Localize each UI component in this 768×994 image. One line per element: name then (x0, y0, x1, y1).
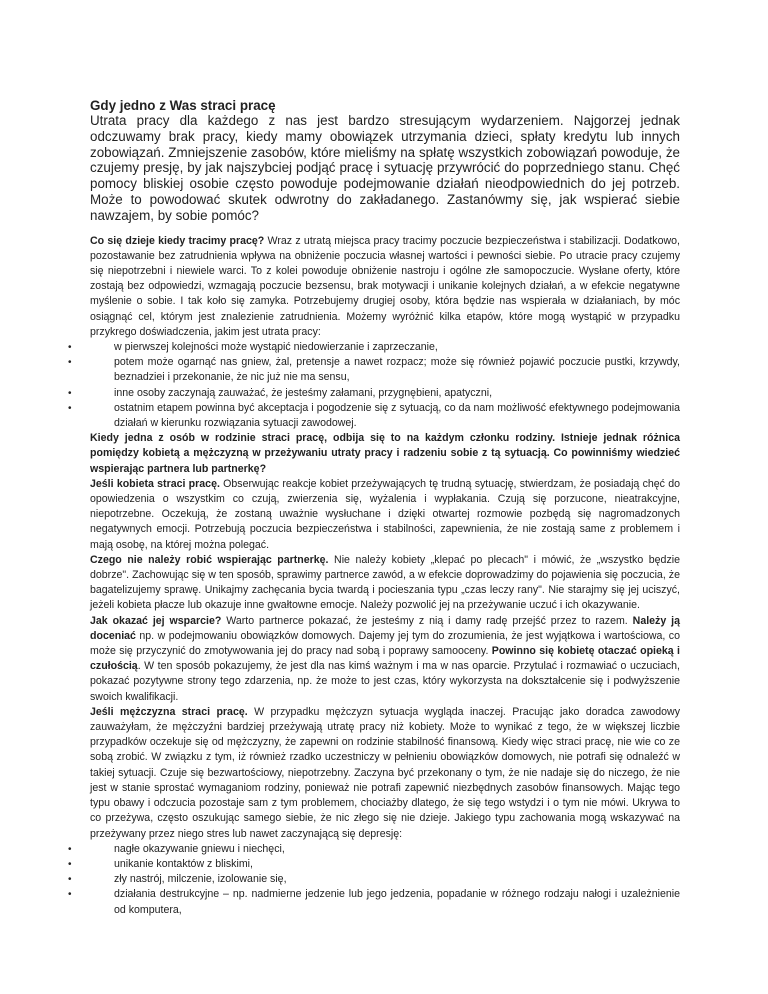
document-title: Gdy jedno z Was straci pracę (90, 98, 276, 113)
bullet-icon: • (68, 387, 72, 399)
stages-list (68, 340, 680, 431)
paragraph-lead: Co się dzieje kiedy tracimy pracę? (90, 234, 265, 247)
bullet-icon: • (68, 889, 72, 901)
bullet-icon: • (68, 342, 72, 353)
list-item: • nagłe okazywanie gniewu i niechęci, (90, 842, 680, 857)
article-body (68, 234, 680, 918)
paragraph-lead: Jeśli mężczyzna straci pracę. (90, 705, 248, 718)
paragraph-text: Obserwując reakcje kobiet przeżywających tę trudną sytuację, stwierdzam, że posiadają chęć do opowiedzenia o wszystkim co czują, zwierzenia się, wyżalenia i wypłakania. Czują się porzucone, nieatrakcyjne, niepotrzebne. Oczekują, że zostaną uważnie wysłuchane i dzięki otwartej rozmowie pozbędą się nagromadzonych negatywnych emocji. Potrzebują poczucia bezpieczeństwa i stabilności, zapewnienia, że nie zostają same z problemem i mają osobę, na której można polegać. (90, 477, 680, 551)
bullet-icon: • (68, 858, 72, 870)
paragraph-family: Kiedy jedna z osób w rodzinie straci pracę, odbija się to na każdym członku rodziny. Istnieje jednak różnica pomiędzy kobietą a mężczyzną w przeżywaniu utraty pracy i radzeniu sobie z tą sytuacją. Co powinniśmy wiedzieć wspierając partnera lub partnerkę? (90, 432, 680, 475)
document-page (68, 98, 680, 918)
paragraph-what-not-to-do (90, 553, 680, 614)
paragraph-man-loses-job (90, 705, 680, 842)
paragraph-text: Nie należy kobiety „klepać po plecach" i mówić, że „wszystko będzie dobrze". Zachowując się w ten sposób, sprawimy partnerce zawód, a w efekcie doprowadzimy do pojawienia się poczucia, że bagatelizujemy sprawę. Unikajmy zachęcania bycia twardą i pocieszania typu „czas leczy rany". Nie starajmy się jej uciszyć, jeżeli kobieta płacze lub okazuje inne gwałtowne emocje. Należy pozwolić jej na przeżywanie uczuć i ich okazywanie. (90, 553, 680, 612)
paragraph-what-happens (90, 234, 680, 340)
list-item: • unikanie kontaktów z bliskimi, (90, 857, 680, 872)
paragraph-lead: Jeśli kobieta straci pracę. (90, 477, 220, 490)
paragraph-text: Wraz z utratą miejsca pracy tracimy poczucie bezpieczeństwa i stabilizacji. Dodatkowo, pozostawanie bez zatrudnienia wpływa na obniżenie poczucia własnej wartości i pewności siebie. Po utracie pracy czujemy się niepotrzebni i niewiele warci. To z kolei powoduje obniżenie nastroju i ogólne złe samopoczucie. Wysłane oferty, które zostają bez odpowiedzi, wzmagają poczucie bezsensu, brak motywacji i unikanie kolejnych działań, a w efekcie negatywne myślenie o sobie. I tak koło się zamyka. Potrzebujemy drugiej osoby, która będzie nas wspierała w działaniach, by móc osiągnąć cel, którym jest znalezienie zatrudnienia. Możemy wyróżnić kilka etapów, które mogą wystąpić w przypadku przykrego doświadczenia, jakim jest utrata pracy: (90, 234, 680, 338)
paragraph-woman-loses-job (90, 477, 680, 553)
bullet-icon: • (68, 357, 72, 369)
intro-paragraph: Utrata pracy dla każdego z nas jest bardzo stresującym wydarzeniem. Najgorzej jednak odczuwamy brak pracy, kiedy mamy obowiązek utrzymania dzieci, spłaty kredytu lub innych zobowiązań. Zmniejszenie zasobów, które mieliśmy na spłatę wszystkich zobowiązań powoduje, że czujemy presję, by jak najszybciej podjąć pracę i sytuację przywrócić do poprzedniego stanu. Chęć pomocy bliskiej osobie często powoduje podejmowanie działań nieodpowiednich do jej potrzeb. Może to powodować skutek odwrotny do zakładanego. Zastanówmy się, jak wspierać siebie nawzajem, by sobie pomóc? (90, 113, 680, 223)
paragraph-lead: Czego nie należy robić wspierając partnerkę. (90, 553, 329, 566)
bullet-icon: • (68, 874, 72, 886)
stress-signs-list (68, 842, 680, 918)
list-item: • inne osoby zaczynają zauważać, że jesteśmy załamani, przygnębieni, apatyczni, (90, 386, 680, 401)
bullet-icon: • (68, 402, 72, 414)
paragraph-how-to-support: Jak okazać jej wsparcie? Warto partnerce pokazać, że jesteśmy z nią i damy radę przejść przez to razem. Należy ją doceniać np. w podejmowaniu obowiązków domowych. Dajemy jej tym do zrozumienia, że jest wyjątkowa i wartościowa, co może się przyczynić do zmotywowania jej do pracy nad sobą i poprawy samooceny. Powinno się kobietę otaczać opieką i czułością. W ten sposób pokazujemy, że jest dla nas kimś ważnym i ma w nas oparcie. Przytulać i rozmawiać o uczuciach, pokazać pozytywne strony tego zdarzenia, np. że może to jest czas, który wykorzysta na dokształcenie się i podwyższenie swoich kwalifikacji. (90, 614, 680, 703)
paragraph-lead: Jak okazać jej wsparcie? (90, 614, 222, 627)
list-item: • potem może ogarnąć nas gniew, żal, pretensje a nawet rozpacz; może się również pojawić poczucie pustki, krzywdy, beznadziei i przekonanie, że nic już nie ma sensu, (68, 356, 680, 384)
list-item: • w pierwszej kolejności może wystąpić niedowierzanie i zaprzeczanie, (90, 340, 680, 355)
bullet-icon: • (68, 843, 72, 855)
list-item: • ostatnim etapem powinna być akceptacja i pogodzenie się z sytuacją, co da nam możliwość efektywnego podejmowania działań w kierunku rozwiązania sytuacji zawodowej. (68, 401, 680, 430)
list-item: • zły nastrój, milczenie, izolowanie się, (90, 872, 680, 887)
list-item: • działania destrukcyjne – np. nadmierne jedzenie lub jego jedzenia, popadanie w różnego rodzaju nałogi i uzależnienie od komputera, (68, 888, 680, 916)
paragraph-text: W przypadku mężczyzn sytuacja wygląda inaczej. Pracując jako doradca zawodowy zauważyłam, że mężczyźni bardziej przeżywają utratę pracy niż kobiety. Może to wynikać z tego, że w większej liczbie przypadków oczekuje się od mężczyzny, że zapewni on rodzinie stabilność finansową. Kiedy więc straci pracę, nie wie co ze sobą zrobić. W związku z tym, iż również rzadko uczestniczy w pełnieniu obowiązków domowych, nie potrafi się odnaleźć w takiej sytuacji. Czuje się bezwartościowy, niepotrzebny. Zaczyna być przekonany o tym, że nie nadaje się do niczego, że nie jest w stanie sprostać wymaganiom rodziny, ponieważ nie potrafi zapewnić niezbędnych zasobów finansowych. Mając tego typu obawy i odczucia pozostaje sam z tym problemem, chociażby dlatego, że się tego wstydzi i o tym nie mówi. Ukrywa to co przeżywa, często oszukując samego siebie, że nic złego się nie dzieje. Jakiego typu zachowania mogą wskazywać na przeżywany przez niego stres lub nawet zaczynającą się depresję: (90, 705, 680, 840)
